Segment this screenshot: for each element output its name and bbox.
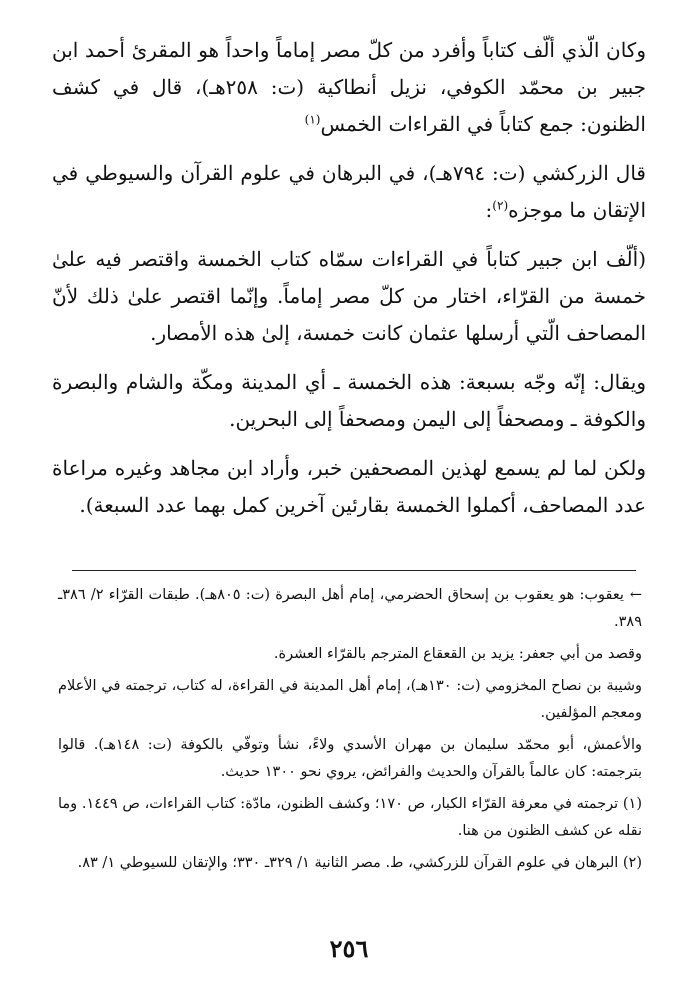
paragraph-2 bbox=[52, 155, 646, 229]
footnote-continued-text: يعقوب: هو يعقوب بن إسحاق الحضرمي، إمام أهل البصرة (ت: ٨٠٥هـ). طبقات القرّاء ٢/ ٣٨٦ـ ٣٨٩. bbox=[58, 587, 642, 630]
footnote-continued bbox=[58, 582, 642, 636]
footnote-line: والأعمش، أبو محمّد سليمان بن مهران الأسدي ولاءً، نشأ وتوفّي بالكوفة (ت: ١٤٨هـ). قالوا بترجمته: كان عالماً بالقرآن والحديث والفرائض، يروي نحو ١٣٠٠ حديث. bbox=[58, 737, 643, 780]
footnote-line: وقصد من أبي جعفر: يزيد بن القعقاع المترجم بالقرّاء العشرة. bbox=[273, 646, 642, 662]
footnote-1: (١) ترجمته في معرفة القرّاء الكبار، ص ١٧٠؛ وكشف الظنون، مادّة: كتاب القراءات، ص ١٤٤٩. وما نقله عن كشف الظنون من هنا. bbox=[58, 796, 643, 839]
paragraph-4: ويقال: إنّه وجّه بسبعة: هذه الخمسة ـ أي المدينة ومكّة والشام والبصرة والكوفة ـ ومصحفاً إلى اليمن ومصحفاً إلى البحرين. bbox=[52, 370, 646, 431]
footnote-ref-2[interactable]: (٢) bbox=[492, 198, 509, 213]
paragraph-1-text: وكان الّذي ألّف كتاباً وأفرد من كلّ مصر إماماً واحداً هو المقرئ أحمد ابن جبير بن محمّد الكوفي، نزيل أنطاكية (ت: ٢٥٨هـ)، قال في كشف الظنون: جمع كتاباً في القراءات الخمس bbox=[52, 38, 647, 136]
footnote-line: وشيبة بن نصاح المخزومي (ت: ١٣٠هـ)، إمام أهل المدينة في القراءة، له كتاب، ترجمته في الأعلام ومعجم المؤلفين. bbox=[58, 678, 642, 721]
paragraph-1 bbox=[52, 32, 646, 143]
footnote-2: (٢) البرهان في علوم القرآن للزركشي، ط. مصر الثانية ١/ ٣٢٩ـ ٣٣٠؛ والإتقان للسيوطي ١/ ٨٣. bbox=[77, 855, 642, 871]
footnotes bbox=[58, 582, 642, 882]
paragraph-2-text: قال الزركشي (ت: ٧٩٤هـ)، في البرهان في علوم القرآن والسيوطي في الإتقان ما موجزه bbox=[52, 161, 646, 222]
main-text bbox=[52, 32, 646, 536]
page-number: ٢٥٦ bbox=[329, 934, 369, 963]
paragraph-5: ولكن لما لم يسمع لهذين المصحفين خبر، وأراد ابن مجاهد وغيره مراعاة عدد المصاحف، أكملوا الخمسة بقارئين آخرين كمل بهما عدد السبعة). bbox=[52, 456, 646, 517]
footnote-divider bbox=[72, 570, 636, 571]
footnote-ref-1[interactable]: (١) bbox=[304, 112, 321, 127]
paragraph-2-colon: : bbox=[485, 198, 493, 222]
paragraph-3: (ألّف ابن جبير كتاباً في القراءات سمّاه كتاب الخمسة واقتصر فيه علىٰ خمسة من القرّاء، اختار من كلّ مصر إماماً. وإنّما اقتصر علىٰ ذلك لأنّ المصاحف الّتي أرسلها عثمان كانت خمسة، إلىٰ هذه الأمصار. bbox=[52, 247, 646, 345]
continuation-arrow-icon: ← bbox=[629, 587, 643, 603]
